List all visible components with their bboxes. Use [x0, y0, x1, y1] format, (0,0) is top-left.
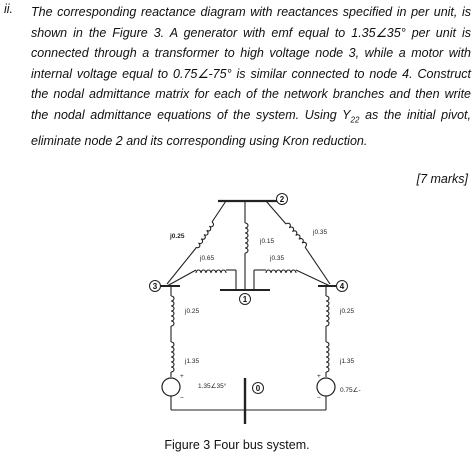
label-right-diag: j0.35 — [313, 229, 328, 236]
branch-1-4-coil — [266, 270, 296, 273]
node-0-label: 0 — [255, 384, 261, 393]
left-generator-coil — [171, 342, 174, 372]
node-4-label: 4 — [339, 282, 345, 291]
node-1-label: 1 — [242, 295, 248, 304]
branch-2-3-coil — [196, 222, 215, 249]
label-left-transformer: j0.25 — [185, 308, 200, 315]
question-number: ii. — [4, 2, 14, 16]
marks-label: [7 marks] — [416, 172, 468, 186]
question-text-part2: as the initial pivot, eliminate node 2 and its corresponding using Kron reduction. — [31, 107, 471, 149]
branch-2-3-wire-a — [212, 201, 226, 222]
motor-source-icon — [317, 378, 335, 396]
generator-source-icon — [162, 378, 180, 396]
node-2-label: 2 — [279, 195, 285, 204]
label-generator-emf: 1.35∠35° — [198, 383, 227, 390]
label-horiz-right: j0.35 — [270, 255, 285, 262]
label-right-motor: j1.35 — [340, 358, 355, 365]
generator-minus-sign: − — [180, 395, 184, 402]
question-text-part1: The corresponding reactance diagram with reactances specified in per unit, is shown in the Figure 3. A generator with emf equal to 1.35∠35° per unit is connected through a transformer to high voltage node 3, while a motor with internal voltage equal to 0.75∠-75° is similar connected to node 4. Construct the nodal admittance matrix for each of the network branches and then write the nodal admittance equations of the system. Using Y — [31, 5, 471, 122]
right-transformer-coil — [326, 296, 329, 326]
label-center-vertical: j0.15 — [260, 238, 275, 245]
label-motor-emf: 0.75∠- — [340, 387, 361, 394]
branch-2-4-coil — [286, 222, 308, 247]
question-subscript: 22 — [350, 115, 360, 125]
label-horiz-left: j0.65 — [200, 255, 215, 262]
branch-2-1-coil — [245, 223, 248, 253]
node-3-label: 3 — [152, 282, 158, 291]
figure-caption: Figure 3 Four bus system. — [164, 438, 310, 452]
label-left-generator: j1.35 — [185, 358, 200, 365]
right-motor-coil — [326, 342, 329, 372]
left-transformer-coil — [171, 296, 174, 326]
branch-1-4-wire-c — [296, 270, 330, 286]
motor-plus-sign: + — [317, 373, 321, 380]
label-right-transformer: j0.25 — [340, 308, 355, 315]
generator-plus-sign: + — [180, 373, 184, 380]
branch-3-1-coil — [196, 270, 226, 273]
branch-2-4-wire-b — [305, 247, 330, 284]
label-left-diag: j0.25 — [170, 233, 185, 240]
motor-minus-sign: − — [317, 395, 321, 402]
